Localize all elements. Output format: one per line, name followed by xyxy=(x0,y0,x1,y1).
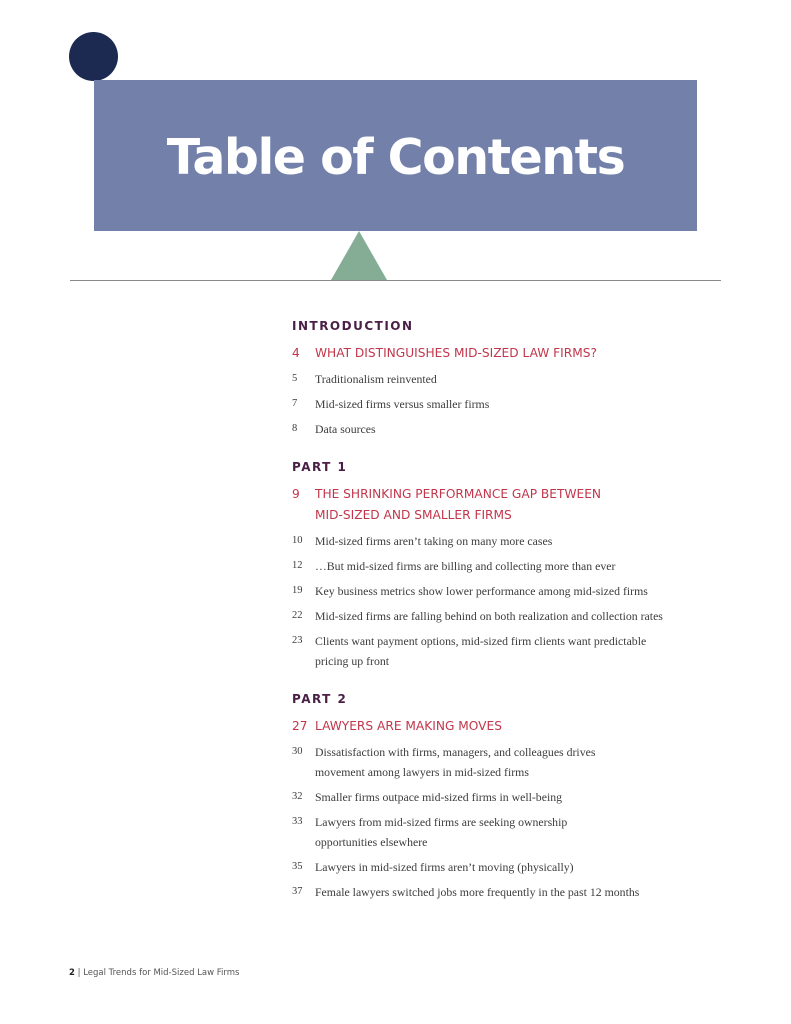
entry-title: Data sources xyxy=(315,422,376,436)
page-footer xyxy=(69,968,239,978)
entry-page-number: 35 xyxy=(292,861,303,872)
entry-page-number: 32 xyxy=(292,791,303,802)
entry-page-number: 23 xyxy=(292,635,303,646)
toc-section-introduction xyxy=(292,315,732,439)
toc-entry[interactable] xyxy=(292,419,732,439)
entry-page-number: 10 xyxy=(292,535,303,546)
section-label: INTRODUCTION xyxy=(292,319,414,333)
entry-title: Female lawyers switched jobs more frequently in the past 12 months xyxy=(315,885,640,899)
toc-entry[interactable] xyxy=(292,742,732,782)
entry-title: Mid-sized firms aren’t taking on many more cases xyxy=(315,534,553,548)
entry-title: Clients want payment options, mid-sized firm clients want predictable pricing up front xyxy=(315,634,647,668)
toc-section-part-2 xyxy=(292,688,732,902)
page-number: 2 xyxy=(69,968,75,978)
toc-section-part-1 xyxy=(292,456,732,671)
toc-entry[interactable] xyxy=(292,631,732,671)
entry-page-number: 7 xyxy=(292,398,298,409)
entry-title: Smaller firms outpace mid-sized firms in well-being xyxy=(315,790,563,804)
toc-chapter-link[interactable] xyxy=(292,484,732,526)
entry-title: Mid-sized firms versus smaller firms xyxy=(315,397,490,411)
toc-entry[interactable] xyxy=(292,531,732,551)
entry-title: Key business metrics show lower performance among mid-sized firms xyxy=(315,584,648,598)
toc-entry[interactable] xyxy=(292,787,732,807)
footer-separator: | xyxy=(77,968,81,978)
entry-title: Mid-sized firms are falling behind on both realization and collection rates xyxy=(315,609,663,623)
page-title: Table of Contents xyxy=(166,129,625,186)
entry-page-number: 8 xyxy=(292,423,298,434)
chapter-page-number: 4 xyxy=(292,346,300,360)
decorative-circle xyxy=(69,32,118,81)
toc-chapter-link[interactable] xyxy=(292,716,732,737)
entry-page-number: 30 xyxy=(292,746,303,757)
toc-entry[interactable] xyxy=(292,394,732,414)
chapter-title: LAWYERS ARE MAKING MOVES xyxy=(315,719,502,733)
toc-entry[interactable] xyxy=(292,581,732,601)
entry-page-number: 22 xyxy=(292,610,303,621)
publication-title: Legal Trends for Mid-Sized Law Firms xyxy=(83,968,240,978)
chapter-page-number: 27 xyxy=(292,719,308,733)
entry-title: Dissatisfaction with firms, managers, and colleagues drives movement among lawyers in mid-sized firms xyxy=(315,745,596,779)
entry-page-number: 19 xyxy=(292,585,303,596)
table-of-contents xyxy=(292,315,732,902)
toc-entry[interactable] xyxy=(292,606,732,626)
entry-title: Lawyers from mid-sized firms are seeking ownership opportunities elsewhere xyxy=(315,815,568,849)
section-label: PART 2 xyxy=(292,692,348,706)
entry-page-number: 5 xyxy=(292,373,298,384)
chapter-title: WHAT DISTINGUISHES MID-SIZED LAW FIRMS? xyxy=(315,346,597,360)
section-label: PART 1 xyxy=(292,460,348,474)
entry-page-number: 12 xyxy=(292,560,303,571)
chapter-page-number: 9 xyxy=(292,487,300,501)
decorative-triangle xyxy=(331,231,387,280)
entry-page-number: 33 xyxy=(292,816,303,827)
toc-chapter-link[interactable] xyxy=(292,343,732,364)
toc-entry[interactable] xyxy=(292,857,732,877)
toc-entry[interactable] xyxy=(292,882,732,902)
entry-title: Traditionalism reinvented xyxy=(315,372,437,386)
chapter-title: THE SHRINKING PERFORMANCE GAP BETWEEN MID-SIZED AND SMALLER FIRMS xyxy=(315,487,602,522)
entry-page-number: 37 xyxy=(292,886,303,897)
toc-entry[interactable] xyxy=(292,369,732,389)
toc-entry[interactable] xyxy=(292,556,732,576)
entry-title: Lawyers in mid-sized firms aren’t moving (physically) xyxy=(315,860,574,874)
entry-title: …But mid-sized firms are billing and collecting more than ever xyxy=(315,559,616,573)
toc-entry[interactable] xyxy=(292,812,732,852)
divider-rule xyxy=(70,280,721,281)
